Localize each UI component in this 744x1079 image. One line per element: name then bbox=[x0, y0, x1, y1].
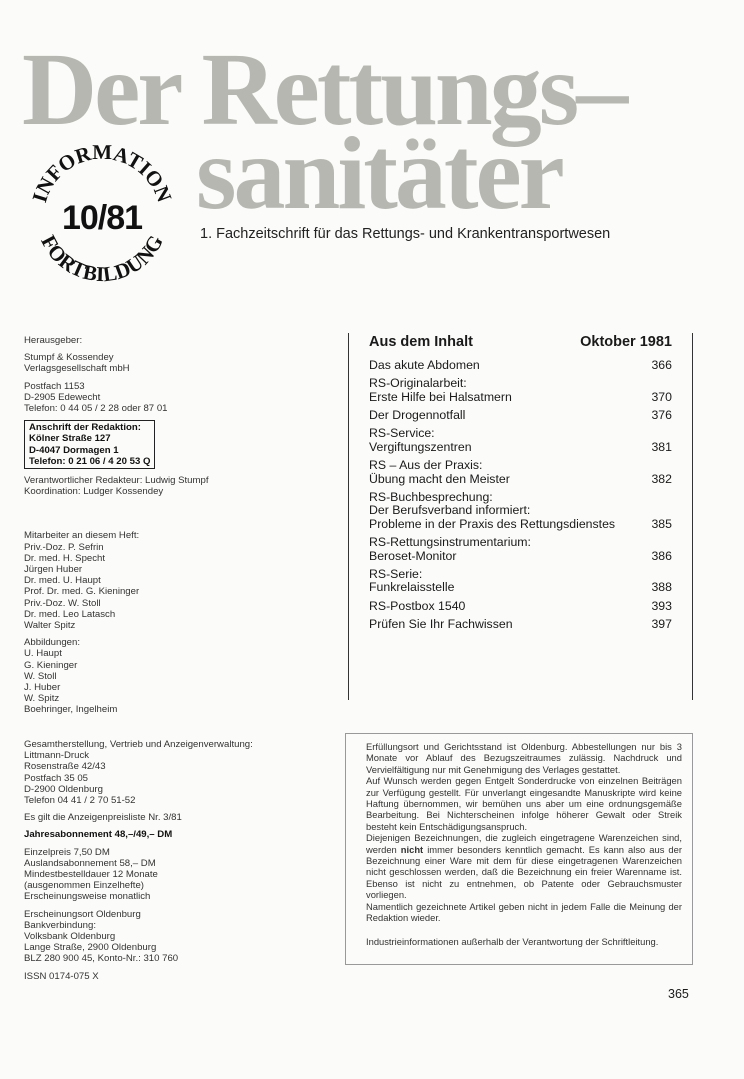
toc-item[interactable] bbox=[369, 377, 672, 404]
production bbox=[24, 739, 324, 806]
toc-item-page: 370 bbox=[651, 389, 672, 404]
editorial-address-line: Telefon: 0 21 06 / 4 20 53 Q bbox=[29, 455, 151, 467]
editorial-address-line: Anschrift der Redaktion: bbox=[29, 422, 141, 434]
bank-details bbox=[24, 909, 324, 965]
toc-item-title: Das akute Abdomen bbox=[369, 358, 480, 372]
address-line: Postfach 1153 bbox=[24, 380, 85, 392]
price-line: Erscheinungsweise monatlich bbox=[24, 891, 151, 903]
legal-p2: Auf Wunsch werden gegen Entgelt Sonderdrucke von einzelnen Beiträgen zur Verfügung gestellt. Für unverlangt eingesandte Manuskripte wird keine Haftung übernommen, wir bemühen uns aber um eine ordnungsgemäße Bearbeitung. Bei Nichterscheinen infolge höherer Gewalt oder Streik besteht kein Entschädigungsanspruch. bbox=[366, 775, 682, 832]
toc-item-page: 386 bbox=[651, 548, 672, 563]
production-line: Rosenstraße 42/43 bbox=[24, 761, 106, 773]
prices bbox=[24, 847, 324, 903]
illustration-credit-line: J. Huber bbox=[24, 682, 61, 694]
legal-notice bbox=[345, 733, 693, 965]
toc-heading: Aus dem Inhalt bbox=[369, 334, 473, 350]
illustration-credit-line: U. Haupt bbox=[24, 648, 62, 660]
toc-item-page: 397 bbox=[651, 616, 672, 631]
bank-line: BLZ 280 900 45, Konto-Nr.: 310 760 bbox=[24, 953, 179, 965]
legal-p4: Namentlich gezeichnete Artikel geben nicht in jedem Falle die Meinung der Redaktion wieder. bbox=[366, 900, 682, 924]
contributor-line: Dr. med. U. Haupt bbox=[24, 575, 101, 587]
toc-item-title: RS – Aus der Praxis: Übung macht den Meister bbox=[369, 457, 510, 486]
seal-top-text: INFORMATION bbox=[27, 139, 177, 206]
publisher-label: Herausgeber: bbox=[24, 335, 83, 346]
price-line: (ausgenommen Einzelhefte) bbox=[24, 880, 144, 892]
legal-p5: Industrieinformationen außerhalb der Verantwortung der Schriftleitung. bbox=[366, 935, 659, 947]
editor-line: Verantwortlicher Redakteur: Ludwig Stumpf bbox=[24, 475, 209, 487]
subscription: Jahresabonnement 48,–/49,– DM bbox=[24, 829, 173, 841]
toc-item-title: RS-Buchbesprechung: Der Berufsverband informiert: Probleme in der Praxis des Rettungsdienstes bbox=[369, 489, 616, 531]
masthead-subtitle: 1. Fachzeitschrift für das Rettungs- und Krankentransportwesen bbox=[200, 226, 611, 242]
production-line: Postfach 35 05 bbox=[24, 772, 89, 784]
editorial-address-line: D-4047 Dormagen 1 bbox=[29, 444, 119, 456]
masthead-title-line2: sanitäter bbox=[196, 116, 562, 231]
toc-item-page: 385 bbox=[651, 516, 672, 531]
bank-line: Lange Straße, 2900 Oldenburg bbox=[24, 942, 157, 954]
toc-item-page: 376 bbox=[651, 407, 672, 422]
toc-item[interactable] bbox=[369, 491, 672, 532]
legal-p3 bbox=[366, 832, 682, 900]
contributor-line: Jürgen Huber bbox=[24, 564, 83, 576]
contributor-line: Dr. med. Leo Latasch bbox=[24, 608, 116, 620]
illustration-credit-line: W. Spitz bbox=[24, 693, 60, 705]
toc-item-title: RS-Originalarbeit: Erste Hilfe bei Halsatmern bbox=[369, 376, 512, 404]
imprint bbox=[24, 335, 324, 722]
production-line: Telefon 04 41 / 2 70 51-52 bbox=[24, 795, 136, 807]
bank-line: Erscheinungsort Oldenburg bbox=[24, 908, 141, 920]
seal-bottom-text: FORTBILDUNG bbox=[36, 230, 168, 287]
masthead-title-line1: Der Rettungs– bbox=[22, 32, 626, 147]
address-line: Telefon: 0 44 05 / 2 28 oder 87 01 bbox=[24, 403, 168, 415]
illustration-credit-line: W. Stoll bbox=[24, 670, 57, 682]
issn: ISSN 0174-075 X bbox=[24, 970, 99, 982]
editorial-address-line: Kölner Straße 127 bbox=[29, 433, 111, 445]
toc-item-title: RS-Service: Vergiftungszentren bbox=[369, 426, 472, 454]
legal-p3-c: immer besonders kenntlich gemacht. Es kann also aus der Bezeichnung einer Ware mit dem für diese eingetragenen Warenzeichen nicht geschlossen werden, daß die Bezeichnung ein freier Warenname ist. Ebenso ist nicht zu entnehmen, ob Patente oder Gebrauchsmuster vorliegen. bbox=[366, 843, 682, 901]
toc-item-title: Der Drogennotfall bbox=[369, 407, 466, 422]
bank-line: Bankverbindung: bbox=[24, 919, 97, 931]
price-line: Mindestbestelldauer 12 Monate bbox=[24, 869, 158, 881]
toc-item-title: RS-Postbox 1540 bbox=[369, 598, 466, 613]
bank-line: Volksbank Oldenburg bbox=[24, 931, 116, 943]
production-line: Littmann-Druck bbox=[24, 750, 90, 762]
contributor-line: Priv.-Doz. P. Sefrin bbox=[24, 541, 104, 553]
page-number: 365 bbox=[668, 987, 689, 1001]
editorial-address-box bbox=[24, 420, 155, 469]
illustration-credit-line: G. Kieninger bbox=[24, 659, 78, 671]
contributor-line: Walter Spitz bbox=[24, 620, 76, 632]
toc-item[interactable] bbox=[369, 536, 672, 563]
production-info bbox=[24, 739, 324, 982]
legal-p1: Erfüllungsort und Gerichtsstand ist Oldenburg. Abbestellungen nur bis 3 Monate vor Ablauf des Bezugszeitraumes zulässig. Nachdruck und Vervielfältigung nur mit Genehmigung des Verlages gestattet. bbox=[366, 741, 682, 775]
contributor-line: Priv.-Doz. W. Stoll bbox=[24, 597, 101, 609]
toc-header bbox=[369, 334, 672, 350]
contributors bbox=[24, 542, 324, 632]
editors bbox=[24, 475, 324, 497]
contributor-line: Prof. Dr. med. G. Kieninger bbox=[24, 586, 140, 598]
publisher-address bbox=[24, 381, 324, 415]
price-list: Es gilt die Anzeigenpreisliste Nr. 3/81 bbox=[24, 812, 182, 824]
toc-item[interactable] bbox=[369, 600, 672, 614]
table-of-contents bbox=[348, 333, 693, 700]
contributor-line: Dr. med. H. Specht bbox=[24, 552, 106, 564]
price-line: Auslandsabonnement 58,– DM bbox=[24, 857, 156, 869]
publisher-line: Verlagsgesellschaft mbH bbox=[24, 363, 130, 375]
publisher-line: Stumpf & Kossendey bbox=[24, 352, 114, 364]
publisher bbox=[24, 352, 324, 374]
legal-p3-a: Diejenigen Bezeichnungen, die zugleich eingetragene Warenzeichen sind, werden bbox=[366, 832, 682, 855]
toc-item-title: Prüfen Sie Ihr Fachwissen bbox=[369, 616, 513, 631]
toc-item[interactable] bbox=[369, 568, 672, 595]
production-line: D-2900 Oldenburg bbox=[24, 783, 103, 795]
editor-line: Koordination: Ludger Kossendey bbox=[24, 486, 164, 498]
toc-item-title: RS-Rettungsinstrumentarium: Beroset-Monitor bbox=[369, 535, 531, 563]
price-line: Einzelpreis 7,50 DM bbox=[24, 846, 110, 858]
illustration-credit-line: Boehringer, Ingelheim bbox=[24, 704, 118, 716]
toc-item[interactable] bbox=[369, 409, 672, 423]
contributors-label: Mitarbeiter an diesem Heft: bbox=[24, 530, 140, 542]
toc-item[interactable] bbox=[369, 618, 672, 632]
issue-seal bbox=[22, 135, 182, 295]
toc-item[interactable] bbox=[369, 359, 672, 373]
illustrations-label: Abbildungen: bbox=[24, 637, 81, 649]
production-line: Gesamtherstellung, Vertrieb und Anzeigenverwaltung: bbox=[24, 739, 253, 750]
toc-item-page: 381 bbox=[651, 439, 672, 454]
toc-item-page: 393 bbox=[651, 598, 672, 613]
toc-item[interactable] bbox=[369, 459, 672, 486]
toc-item-page: 382 bbox=[651, 471, 672, 486]
address-line: D-2905 Edewecht bbox=[24, 391, 101, 403]
seal-issue: 10/81 bbox=[61, 199, 143, 237]
toc-item-page: 388 bbox=[651, 580, 672, 595]
toc-item-page: 366 bbox=[651, 358, 672, 372]
toc-item[interactable] bbox=[369, 427, 672, 454]
legal-p3-bold: nicht bbox=[400, 843, 424, 855]
toc-date: Oktober 1981 bbox=[580, 334, 672, 350]
toc-item-title: RS-Serie: Funkrelaisstelle bbox=[369, 566, 455, 595]
illustrations bbox=[24, 648, 324, 715]
